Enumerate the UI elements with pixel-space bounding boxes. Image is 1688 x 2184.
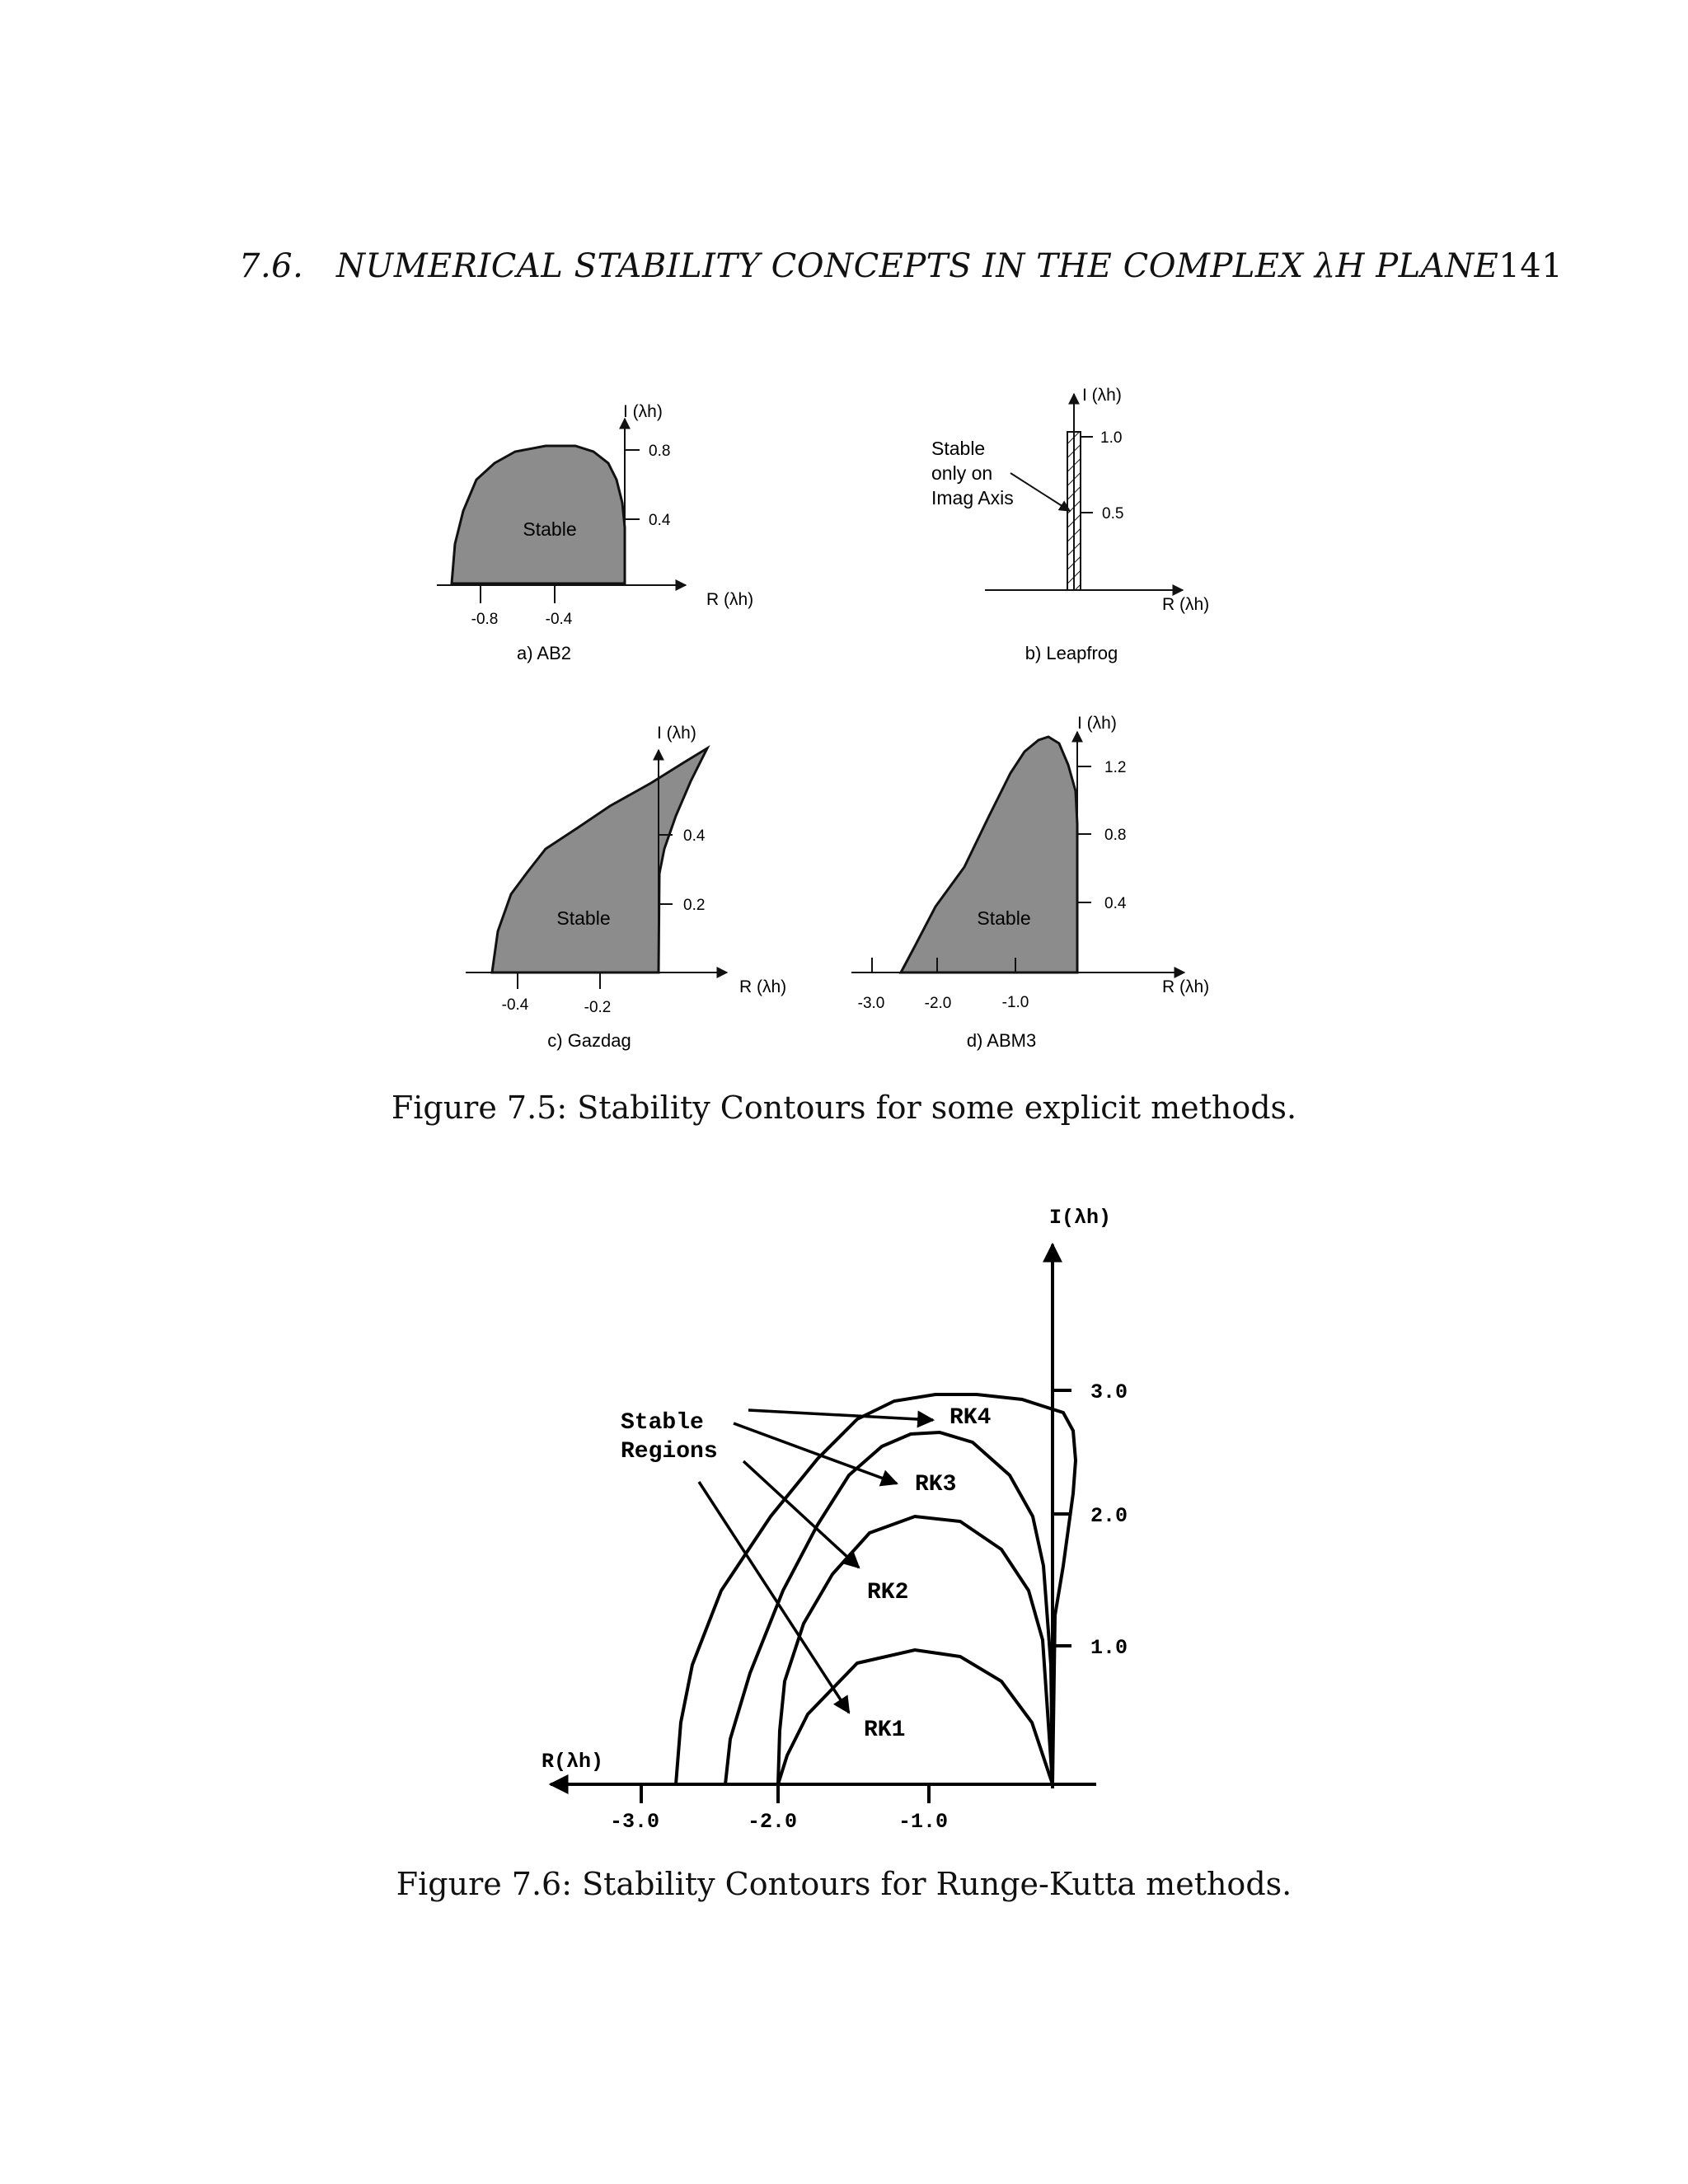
rk4-label: RK4 — [950, 1405, 992, 1431]
panel-ab2 — [437, 402, 753, 663]
rk-xtick-label-2: -2.0 — [747, 1810, 798, 1834]
abm3-xtick-label-2: -2.0 — [924, 995, 952, 1012]
abm3-ytick-label-2: 0.8 — [1104, 827, 1127, 844]
abm3-stable-region — [901, 737, 1077, 972]
panel-leapfrog — [931, 386, 1209, 663]
leapfrog-x-axis-label: R (λh) — [1162, 595, 1210, 614]
rk-ytick-label-3: 1.0 — [1090, 1636, 1128, 1660]
ab2-x-axis-label: R (λh) — [706, 590, 754, 609]
leapfrog-annotation-line-3: Imag Axis — [931, 487, 1014, 509]
figure-7-6-caption: Figure 7.6: Stability Contours for Runge-Kutta methods. — [396, 1866, 1292, 1902]
ab2-panel-label: a) AB2 — [516, 643, 572, 663]
section-number: 7.6. — [239, 247, 304, 285]
rk2-label: RK2 — [867, 1580, 909, 1605]
ab2-ytick-label-2: 0.4 — [649, 512, 671, 529]
leapfrog-annotation-line-2: only on — [931, 462, 993, 484]
rk-ytick-label-2: 2.0 — [1090, 1504, 1128, 1528]
page-number: 141 — [1498, 247, 1564, 285]
gazdag-ytick-label-2: 0.2 — [683, 897, 706, 914]
ab2-ytick-label-1: 0.8 — [649, 443, 671, 460]
ab2-stable-region — [452, 446, 625, 583]
leapfrog-y-axis-label: I (λh) — [1082, 386, 1122, 405]
rk-y-axis-label: I(λh) — [1049, 1206, 1112, 1230]
gazdag-x-axis-label: R (λh) — [739, 977, 787, 996]
abm3-ytick-label-3: 0.4 — [1104, 895, 1127, 912]
rk1-contour — [778, 1650, 1053, 1784]
leapfrog-annotation-line-1: Stable — [931, 438, 986, 459]
abm3-region-label: Stable — [977, 907, 1031, 929]
panel-abm3 — [851, 714, 1209, 1051]
ab2-xtick-label-2: -0.4 — [545, 611, 573, 628]
gazdag-y-axis-label: I (λh) — [657, 724, 696, 743]
arrow-to-rk4 — [748, 1410, 933, 1420]
rk-annotation-line-1: Stable — [621, 1410, 704, 1436]
gazdag-stable-region — [492, 748, 707, 972]
rk-xtick-label-3: -1.0 — [898, 1810, 949, 1834]
gazdag-region-label: Stable — [556, 907, 611, 929]
abm3-x-axis-label: R (λh) — [1162, 977, 1210, 996]
ab2-y-axis-label: I (λh) — [623, 402, 663, 421]
gazdag-ytick-label-1: 0.4 — [683, 827, 706, 845]
leapfrog-ytick-label-2: 0.5 — [1102, 505, 1124, 523]
rk1-label: RK1 — [864, 1718, 906, 1743]
abm3-y-axis-label: I (λh) — [1077, 714, 1117, 733]
figure-7-6-plot — [542, 1206, 1128, 1834]
abm3-panel-label: d) ABM3 — [966, 1030, 1037, 1051]
abm3-xtick-label-3: -1.0 — [1001, 994, 1029, 1011]
leapfrog-annotation-arrow — [1010, 473, 1070, 511]
arrow-to-rk1 — [699, 1482, 849, 1713]
rk-ytick-label-1: 3.0 — [1090, 1380, 1128, 1404]
figure-7-5-caption: Figure 7.5: Stability Contours for some explicit methods. — [391, 1090, 1297, 1126]
gazdag-xtick-label-2: -0.2 — [584, 999, 612, 1016]
rk-annotation-line-2: Regions — [621, 1439, 718, 1465]
leapfrog-ytick-label-1: 1.0 — [1100, 429, 1123, 447]
leapfrog-panel-label: b) Leapfrog — [1025, 643, 1118, 663]
panel-gazdag — [466, 724, 786, 1051]
gazdag-panel-label: c) Gazdag — [547, 1030, 631, 1051]
abm3-ytick-label-1: 1.2 — [1104, 759, 1127, 776]
section-title: NUMERICAL STABILITY CONCEPTS IN THE COMPLEX λH PLANE — [335, 247, 1499, 285]
rk3-label: RK3 — [915, 1472, 957, 1497]
rk-xtick-label-1: -3.0 — [609, 1810, 660, 1834]
rk-x-axis-label: R(λh) — [542, 1750, 604, 1774]
ab2-region-label: Stable — [523, 518, 577, 540]
abm3-xtick-label-1: -3.0 — [857, 995, 885, 1012]
gazdag-xtick-label-1: -0.4 — [501, 996, 529, 1014]
ab2-xtick-label-1: -0.8 — [471, 611, 499, 628]
